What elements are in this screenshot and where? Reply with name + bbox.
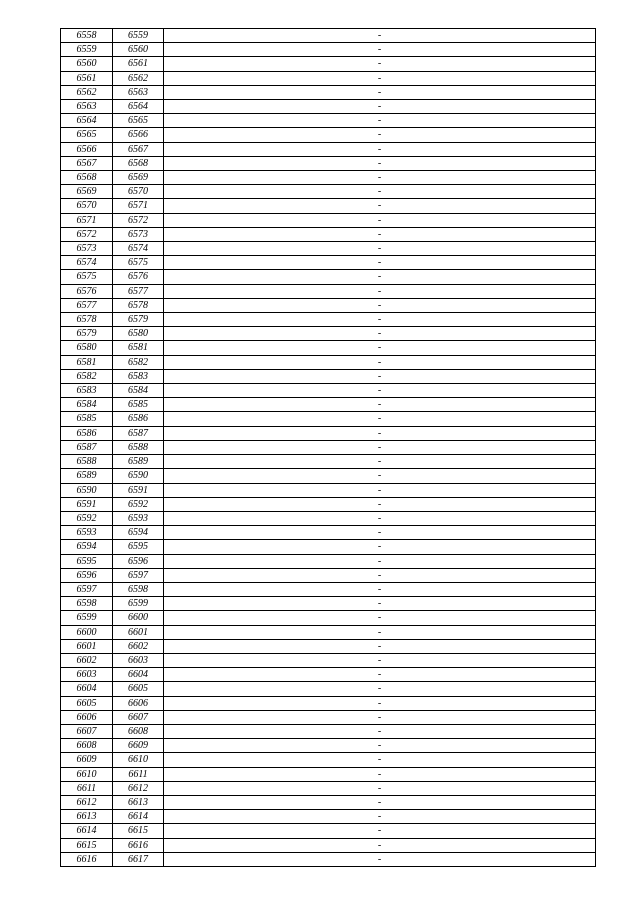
row-note: - (164, 696, 596, 710)
table-row (61, 156, 596, 170)
row-to-number: 6559 (113, 29, 164, 43)
row-to-number: 6574 (113, 242, 164, 256)
table-row (61, 313, 596, 327)
row-to-number: 6596 (113, 554, 164, 568)
row-note: - (164, 213, 596, 227)
row-to-number: 6603 (113, 653, 164, 667)
table-row (61, 29, 596, 43)
table-row (61, 242, 596, 256)
row-note: - (164, 199, 596, 213)
row-note: - (164, 298, 596, 312)
table-row (61, 71, 596, 85)
row-from-number: 6591 (61, 497, 113, 511)
row-from-number: 6603 (61, 668, 113, 682)
row-from-number: 6607 (61, 724, 113, 738)
row-note: - (164, 327, 596, 341)
row-note: - (164, 384, 596, 398)
row-from-number: 6598 (61, 597, 113, 611)
table-row (61, 142, 596, 156)
row-to-number: 6595 (113, 540, 164, 554)
table-row (61, 852, 596, 866)
table-row (61, 767, 596, 781)
row-from-number: 6559 (61, 43, 113, 57)
row-from-number: 6612 (61, 795, 113, 809)
row-from-number: 6600 (61, 625, 113, 639)
table-row (61, 440, 596, 454)
row-to-number: 6591 (113, 483, 164, 497)
row-note: - (164, 156, 596, 170)
table-row (61, 100, 596, 114)
row-to-number: 6598 (113, 582, 164, 596)
row-from-number: 6581 (61, 355, 113, 369)
row-note: - (164, 554, 596, 568)
row-from-number: 6588 (61, 455, 113, 469)
row-note: - (164, 653, 596, 667)
row-note: - (164, 71, 596, 85)
row-note: - (164, 767, 596, 781)
row-from-number: 6587 (61, 440, 113, 454)
row-to-number: 6582 (113, 355, 164, 369)
row-from-number: 6595 (61, 554, 113, 568)
row-from-number: 6579 (61, 327, 113, 341)
table-row (61, 554, 596, 568)
row-from-number: 6614 (61, 824, 113, 838)
table-row (61, 724, 596, 738)
table-row (61, 597, 596, 611)
row-to-number: 6564 (113, 100, 164, 114)
row-from-number: 6568 (61, 171, 113, 185)
row-from-number: 6570 (61, 199, 113, 213)
table-row (61, 355, 596, 369)
table-row (61, 639, 596, 653)
table-row (61, 838, 596, 852)
table-row (61, 114, 596, 128)
row-to-number: 6565 (113, 114, 164, 128)
row-note: - (164, 171, 596, 185)
row-from-number: 6606 (61, 710, 113, 724)
table-row (61, 810, 596, 824)
row-to-number: 6605 (113, 682, 164, 696)
row-note: - (164, 142, 596, 156)
row-note: - (164, 398, 596, 412)
row-from-number: 6596 (61, 568, 113, 582)
row-note: - (164, 469, 596, 483)
table-body (61, 29, 596, 867)
table-row (61, 426, 596, 440)
row-note: - (164, 724, 596, 738)
table-row (61, 227, 596, 241)
row-from-number: 6565 (61, 128, 113, 142)
row-note: - (164, 497, 596, 511)
row-from-number: 6573 (61, 242, 113, 256)
row-from-number: 6605 (61, 696, 113, 710)
table-row (61, 369, 596, 383)
row-from-number: 6611 (61, 781, 113, 795)
table-row (61, 710, 596, 724)
row-to-number: 6581 (113, 341, 164, 355)
row-to-number: 6615 (113, 824, 164, 838)
row-note: - (164, 426, 596, 440)
row-to-number: 6586 (113, 412, 164, 426)
table-row (61, 85, 596, 99)
table-row (61, 199, 596, 213)
row-from-number: 6583 (61, 384, 113, 398)
row-to-number: 6599 (113, 597, 164, 611)
table-row (61, 568, 596, 582)
table-row (61, 668, 596, 682)
row-from-number: 6586 (61, 426, 113, 440)
row-from-number: 6574 (61, 256, 113, 270)
row-note: - (164, 440, 596, 454)
table-row (61, 739, 596, 753)
row-from-number: 6613 (61, 810, 113, 824)
row-note: - (164, 582, 596, 596)
row-from-number: 6577 (61, 298, 113, 312)
row-note: - (164, 29, 596, 43)
row-from-number: 6563 (61, 100, 113, 114)
row-note: - (164, 568, 596, 582)
table-row (61, 526, 596, 540)
row-note: - (164, 242, 596, 256)
row-from-number: 6578 (61, 313, 113, 327)
row-note: - (164, 824, 596, 838)
row-to-number: 6577 (113, 284, 164, 298)
row-note: - (164, 43, 596, 57)
row-to-number: 6579 (113, 313, 164, 327)
row-to-number: 6560 (113, 43, 164, 57)
row-to-number: 6587 (113, 426, 164, 440)
row-to-number: 6578 (113, 298, 164, 312)
row-from-number: 6584 (61, 398, 113, 412)
table-row (61, 625, 596, 639)
row-note: - (164, 355, 596, 369)
row-note: - (164, 526, 596, 540)
row-from-number: 6564 (61, 114, 113, 128)
row-note: - (164, 455, 596, 469)
row-to-number: 6569 (113, 171, 164, 185)
row-to-number: 6562 (113, 71, 164, 85)
row-to-number: 6583 (113, 369, 164, 383)
row-to-number: 6573 (113, 227, 164, 241)
row-note: - (164, 781, 596, 795)
row-from-number: 6604 (61, 682, 113, 696)
row-to-number: 6606 (113, 696, 164, 710)
table-row (61, 696, 596, 710)
table-row (61, 270, 596, 284)
row-to-number: 6588 (113, 440, 164, 454)
row-note: - (164, 739, 596, 753)
row-from-number: 6602 (61, 653, 113, 667)
row-to-number: 6584 (113, 384, 164, 398)
row-note: - (164, 540, 596, 554)
row-note: - (164, 185, 596, 199)
row-to-number: 6576 (113, 270, 164, 284)
row-note: - (164, 810, 596, 824)
row-note: - (164, 682, 596, 696)
table-row (61, 185, 596, 199)
row-from-number: 6615 (61, 838, 113, 852)
table-row (61, 682, 596, 696)
row-note: - (164, 511, 596, 525)
table-row (61, 384, 596, 398)
table-row (61, 43, 596, 57)
row-note: - (164, 412, 596, 426)
row-to-number: 6593 (113, 511, 164, 525)
table-row (61, 795, 596, 809)
row-from-number: 6576 (61, 284, 113, 298)
row-to-number: 6609 (113, 739, 164, 753)
row-to-number: 6575 (113, 256, 164, 270)
row-to-number: 6566 (113, 128, 164, 142)
table-row (61, 298, 596, 312)
row-from-number: 6580 (61, 341, 113, 355)
row-note: - (164, 710, 596, 724)
row-note: - (164, 270, 596, 284)
row-to-number: 6613 (113, 795, 164, 809)
row-to-number: 6614 (113, 810, 164, 824)
table-row (61, 412, 596, 426)
table-row (61, 256, 596, 270)
table-row (61, 653, 596, 667)
row-note: - (164, 114, 596, 128)
table-row (61, 171, 596, 185)
row-to-number: 6561 (113, 57, 164, 71)
row-to-number: 6570 (113, 185, 164, 199)
row-from-number: 6571 (61, 213, 113, 227)
row-from-number: 6610 (61, 767, 113, 781)
row-note: - (164, 838, 596, 852)
row-from-number: 6558 (61, 29, 113, 43)
row-from-number: 6567 (61, 156, 113, 170)
row-from-number: 6575 (61, 270, 113, 284)
row-from-number: 6569 (61, 185, 113, 199)
row-from-number: 6592 (61, 511, 113, 525)
table-row (61, 57, 596, 71)
row-to-number: 6611 (113, 767, 164, 781)
row-to-number: 6617 (113, 852, 164, 866)
row-to-number: 6572 (113, 213, 164, 227)
table-row (61, 128, 596, 142)
row-note: - (164, 611, 596, 625)
table-row (61, 341, 596, 355)
row-from-number: 6601 (61, 639, 113, 653)
row-from-number: 6597 (61, 582, 113, 596)
row-to-number: 6612 (113, 781, 164, 795)
row-to-number: 6601 (113, 625, 164, 639)
table-row (61, 398, 596, 412)
table-row (61, 284, 596, 298)
row-note: - (164, 85, 596, 99)
row-note: - (164, 597, 596, 611)
row-from-number: 6609 (61, 753, 113, 767)
row-to-number: 6602 (113, 639, 164, 653)
row-to-number: 6567 (113, 142, 164, 156)
row-to-number: 6597 (113, 568, 164, 582)
row-from-number: 6561 (61, 71, 113, 85)
row-to-number: 6563 (113, 85, 164, 99)
row-note: - (164, 483, 596, 497)
row-note: - (164, 369, 596, 383)
row-note: - (164, 639, 596, 653)
row-to-number: 6600 (113, 611, 164, 625)
row-from-number: 6589 (61, 469, 113, 483)
row-to-number: 6585 (113, 398, 164, 412)
row-note: - (164, 256, 596, 270)
document-table (60, 28, 596, 867)
table-row (61, 213, 596, 227)
row-from-number: 6562 (61, 85, 113, 99)
table-row (61, 611, 596, 625)
table-row (61, 540, 596, 554)
row-from-number: 6608 (61, 739, 113, 753)
row-note: - (164, 625, 596, 639)
row-to-number: 6580 (113, 327, 164, 341)
table-row (61, 753, 596, 767)
table-row (61, 781, 596, 795)
row-note: - (164, 100, 596, 114)
row-note: - (164, 753, 596, 767)
row-note: - (164, 284, 596, 298)
row-to-number: 6594 (113, 526, 164, 540)
table-row (61, 497, 596, 511)
row-note: - (164, 128, 596, 142)
row-from-number: 6566 (61, 142, 113, 156)
row-to-number: 6610 (113, 753, 164, 767)
row-to-number: 6592 (113, 497, 164, 511)
table-row (61, 469, 596, 483)
row-to-number: 6590 (113, 469, 164, 483)
row-from-number: 6572 (61, 227, 113, 241)
table-row (61, 511, 596, 525)
row-note: - (164, 227, 596, 241)
row-note: - (164, 57, 596, 71)
row-from-number: 6616 (61, 852, 113, 866)
row-from-number: 6593 (61, 526, 113, 540)
row-from-number: 6585 (61, 412, 113, 426)
row-note: - (164, 668, 596, 682)
row-from-number: 6582 (61, 369, 113, 383)
row-from-number: 6590 (61, 483, 113, 497)
row-from-number: 6599 (61, 611, 113, 625)
row-to-number: 6571 (113, 199, 164, 213)
row-to-number: 6604 (113, 668, 164, 682)
row-note: - (164, 313, 596, 327)
row-from-number: 6560 (61, 57, 113, 71)
row-from-number: 6594 (61, 540, 113, 554)
table-row (61, 327, 596, 341)
row-note: - (164, 852, 596, 866)
row-note: - (164, 341, 596, 355)
table-row (61, 483, 596, 497)
row-note: - (164, 795, 596, 809)
row-to-number: 6589 (113, 455, 164, 469)
row-to-number: 6616 (113, 838, 164, 852)
row-to-number: 6607 (113, 710, 164, 724)
table-row (61, 455, 596, 469)
table-row (61, 824, 596, 838)
table-row (61, 582, 596, 596)
row-to-number: 6608 (113, 724, 164, 738)
row-to-number: 6568 (113, 156, 164, 170)
